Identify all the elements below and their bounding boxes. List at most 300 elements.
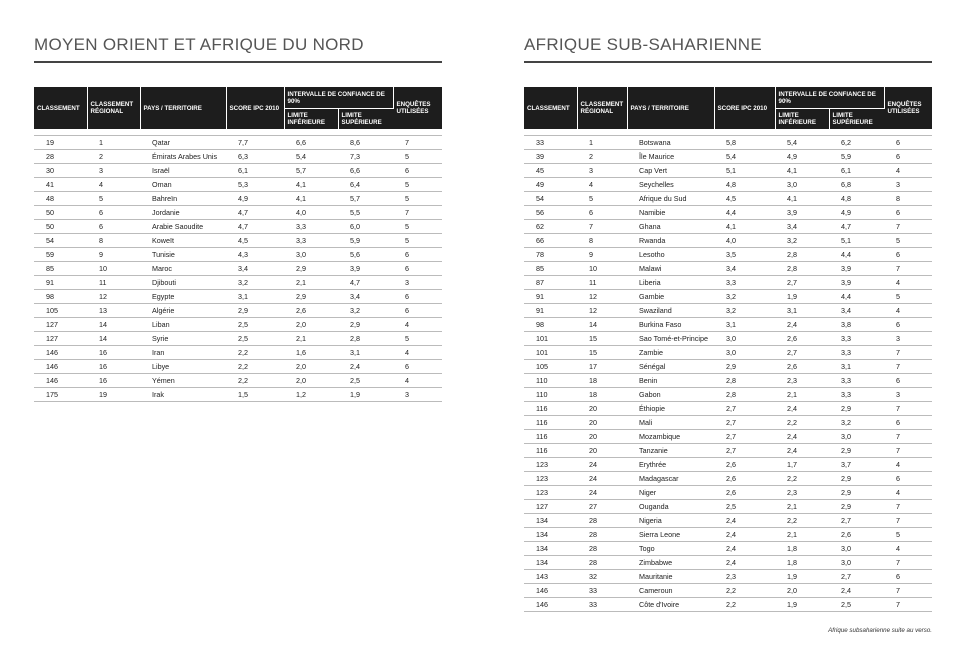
cell-enquetes: 6 [884, 136, 932, 150]
table-row [524, 402, 932, 416]
cell-score: 2,7 [714, 430, 775, 444]
cell-limite-inferieure: 2,4 [775, 402, 829, 416]
cell-pays: Burkina Faso [627, 318, 714, 332]
table-row [34, 304, 442, 318]
cell-enquetes: 6 [393, 164, 442, 178]
cell-enquetes: 8 [884, 192, 932, 206]
cell-pays: Île Maurice [627, 150, 714, 164]
header-limite-inferieure: LIMITE INFÉRIEURE [284, 109, 338, 130]
cell-score: 2,5 [226, 332, 284, 346]
panel-mena [34, 34, 442, 402]
cell-classement: 105 [524, 360, 577, 374]
cell-score: 3,4 [714, 262, 775, 276]
cell-limite-superieure: 2,9 [829, 472, 884, 486]
cell-enquetes: 4 [393, 374, 442, 388]
cell-classement: 134 [524, 514, 577, 528]
cell-classement: 91 [34, 276, 87, 290]
cell-score: 5,3 [226, 178, 284, 192]
cell-limite-inferieure: 4,1 [284, 178, 338, 192]
cell-enquetes: 7 [884, 346, 932, 360]
table-row [524, 192, 932, 206]
cell-classement-regional: 17 [577, 360, 627, 374]
cell-limite-inferieure: 2,2 [775, 416, 829, 430]
cell-score: 4,7 [226, 206, 284, 220]
cell-classement-regional: 12 [87, 290, 140, 304]
cell-enquetes: 4 [884, 458, 932, 472]
cell-classement-regional: 20 [577, 402, 627, 416]
table-ssa [524, 87, 932, 612]
cell-pays: Maroc [140, 262, 226, 276]
cell-limite-inferieure: 2,4 [775, 318, 829, 332]
table-row [524, 486, 932, 500]
cell-pays: Sao Tomé-et-Principe [627, 332, 714, 346]
table-row [34, 360, 442, 374]
cell-enquetes: 5 [393, 332, 442, 346]
cell-limite-inferieure: 2,9 [284, 290, 338, 304]
cell-pays: Sénégal [627, 360, 714, 374]
cell-limite-inferieure: 2,1 [775, 528, 829, 542]
cell-limite-inferieure: 2,6 [284, 304, 338, 318]
cell-classement-regional: 6 [87, 206, 140, 220]
cell-limite-inferieure: 5,7 [284, 164, 338, 178]
table-row [524, 430, 932, 444]
cell-pays: Jordanie [140, 206, 226, 220]
cell-pays: Oman [140, 178, 226, 192]
cell-limite-superieure: 4,9 [829, 206, 884, 220]
cell-limite-superieure: 3,4 [338, 290, 393, 304]
cell-classement: 123 [524, 458, 577, 472]
table-row [524, 248, 932, 262]
cell-pays: Malawi [627, 262, 714, 276]
cell-limite-superieure: 4,7 [338, 276, 393, 290]
table-row [34, 248, 442, 262]
header-regional: CLASSEMENT RÉGIONAL [577, 87, 627, 129]
cell-limite-inferieure: 6,6 [284, 136, 338, 150]
cell-enquetes: 4 [884, 542, 932, 556]
cell-classement-regional: 10 [577, 262, 627, 276]
cell-limite-superieure: 5,9 [338, 234, 393, 248]
cell-pays: Koweït [140, 234, 226, 248]
panel-ssa [524, 34, 932, 612]
cell-limite-superieure: 4,8 [829, 192, 884, 206]
cell-classement: 50 [34, 220, 87, 234]
cell-classement: 30 [34, 164, 87, 178]
cell-classement: 33 [524, 136, 577, 150]
cell-pays: Swaziland [627, 304, 714, 318]
cell-limite-superieure: 3,2 [829, 416, 884, 430]
cell-pays: Côte d'Ivoire [627, 598, 714, 612]
cell-classement: 98 [34, 290, 87, 304]
cell-classement: 110 [524, 374, 577, 388]
cell-score: 7,7 [226, 136, 284, 150]
cell-classement-regional: 12 [577, 304, 627, 318]
header-classement: CLASSEMENT [34, 87, 87, 129]
cell-limite-superieure: 3,0 [829, 542, 884, 556]
table-mena [34, 87, 442, 402]
cell-pays: Lesotho [627, 248, 714, 262]
cell-classement-regional: 33 [577, 598, 627, 612]
cell-pays: Benin [627, 374, 714, 388]
cell-pays: Mali [627, 416, 714, 430]
cell-limite-superieure: 2,8 [338, 332, 393, 346]
cell-enquetes: 4 [884, 486, 932, 500]
cell-limite-inferieure: 2,2 [775, 514, 829, 528]
cell-limite-superieure: 3,1 [338, 346, 393, 360]
cell-score: 3,0 [714, 332, 775, 346]
cell-classement: 123 [524, 486, 577, 500]
cell-classement-regional: 5 [577, 192, 627, 206]
cell-pays: Madagascar [627, 472, 714, 486]
cell-pays: Bahreïn [140, 192, 226, 206]
cell-pays: Qatar [140, 136, 226, 150]
cell-classement: 146 [524, 584, 577, 598]
cell-classement: 105 [34, 304, 87, 318]
cell-limite-superieure: 3,4 [829, 304, 884, 318]
cell-limite-superieure: 6,4 [338, 178, 393, 192]
cell-score: 2,7 [714, 416, 775, 430]
section-title-mena: MOYEN ORIENT ET AFRIQUE DU NORD [34, 34, 442, 63]
cell-enquetes: 6 [884, 374, 932, 388]
table-row [524, 500, 932, 514]
table-row [34, 150, 442, 164]
cell-classement: 78 [524, 248, 577, 262]
cell-limite-inferieure: 3,0 [284, 248, 338, 262]
cell-classement: 91 [524, 290, 577, 304]
cell-classement: 50 [34, 206, 87, 220]
cell-limite-superieure: 2,5 [829, 598, 884, 612]
cell-enquetes: 5 [393, 220, 442, 234]
cell-pays: Nigeria [627, 514, 714, 528]
cell-score: 2,2 [714, 584, 775, 598]
cell-classement-regional: 1 [577, 136, 627, 150]
cell-enquetes: 7 [884, 430, 932, 444]
table-row [524, 458, 932, 472]
cell-enquetes: 7 [884, 500, 932, 514]
cell-pays: Rwanda [627, 234, 714, 248]
cell-limite-inferieure: 2,1 [284, 332, 338, 346]
table-row [524, 374, 932, 388]
cell-limite-superieure: 2,4 [338, 360, 393, 374]
cell-classement-regional: 9 [87, 248, 140, 262]
cell-classement-regional: 8 [87, 234, 140, 248]
cell-limite-inferieure: 3,3 [284, 234, 338, 248]
cell-classement: 19 [34, 136, 87, 150]
cell-classement: 91 [524, 304, 577, 318]
cell-classement-regional: 2 [87, 150, 140, 164]
cell-classement: 143 [524, 570, 577, 584]
cell-limite-inferieure: 2,4 [775, 444, 829, 458]
cell-classement: 134 [524, 556, 577, 570]
cell-score: 6,3 [226, 150, 284, 164]
table-row [524, 332, 932, 346]
cell-score: 4,0 [714, 234, 775, 248]
cell-classement-regional: 5 [87, 192, 140, 206]
cell-classement-regional: 28 [577, 556, 627, 570]
table-row [524, 472, 932, 486]
cell-score: 2,4 [714, 514, 775, 528]
cell-limite-superieure: 6,0 [338, 220, 393, 234]
cell-score: 5,1 [714, 164, 775, 178]
cell-classement: 87 [524, 276, 577, 290]
cell-enquetes: 5 [884, 528, 932, 542]
cell-classement: 134 [524, 542, 577, 556]
cell-enquetes: 7 [884, 360, 932, 374]
cell-score: 4,5 [226, 234, 284, 248]
cell-classement-regional: 16 [87, 374, 140, 388]
cell-classement-regional: 20 [577, 430, 627, 444]
cell-score: 2,2 [226, 346, 284, 360]
cell-classement-regional: 11 [577, 276, 627, 290]
cell-pays: Éthiopie [627, 402, 714, 416]
table-row [524, 598, 932, 612]
cell-pays: Libye [140, 360, 226, 374]
table-row [34, 136, 442, 150]
cell-limite-superieure: 2,9 [829, 402, 884, 416]
table-row [34, 192, 442, 206]
table-row [524, 346, 932, 360]
cell-enquetes: 6 [393, 290, 442, 304]
cell-enquetes: 4 [393, 318, 442, 332]
cell-score: 2,5 [226, 318, 284, 332]
cell-classement: 127 [34, 332, 87, 346]
cell-limite-inferieure: 5,4 [284, 150, 338, 164]
cell-enquetes: 4 [884, 276, 932, 290]
cell-limite-superieure: 3,9 [829, 276, 884, 290]
cell-limite-inferieure: 2,3 [775, 374, 829, 388]
cell-classement: 56 [524, 206, 577, 220]
cell-classement-regional: 33 [577, 584, 627, 598]
cell-pays: Afrique du Sud [627, 192, 714, 206]
cell-classement-regional: 4 [577, 178, 627, 192]
cell-enquetes: 6 [884, 570, 932, 584]
cell-classement-regional: 8 [577, 234, 627, 248]
cell-classement: 110 [524, 388, 577, 402]
cell-limite-superieure: 2,6 [829, 528, 884, 542]
table-row [524, 304, 932, 318]
cell-classement: 146 [524, 598, 577, 612]
table-row [524, 528, 932, 542]
table-row [34, 178, 442, 192]
table-row [524, 556, 932, 570]
cell-classement-regional: 14 [87, 332, 140, 346]
cell-limite-superieure: 4,7 [829, 220, 884, 234]
cell-classement: 116 [524, 430, 577, 444]
cell-score: 5,8 [714, 136, 775, 150]
cell-classement: 146 [34, 374, 87, 388]
cell-enquetes: 6 [884, 472, 932, 486]
cell-classement: 45 [524, 164, 577, 178]
cell-score: 2,4 [714, 542, 775, 556]
cell-classement-regional: 16 [87, 360, 140, 374]
cell-classement: 146 [34, 346, 87, 360]
cell-pays: Djibouti [140, 276, 226, 290]
cell-classement: 66 [524, 234, 577, 248]
table-row [524, 290, 932, 304]
cell-classement: 146 [34, 360, 87, 374]
cell-limite-superieure: 2,9 [829, 444, 884, 458]
cell-score: 3,2 [226, 276, 284, 290]
cell-pays: Erythrée [627, 458, 714, 472]
header-enquetes: ENQUÊTES UTILISÉES [884, 87, 932, 129]
cell-limite-inferieure: 3,1 [775, 304, 829, 318]
cell-score: 4,3 [226, 248, 284, 262]
cell-classement: 127 [524, 500, 577, 514]
cell-limite-superieure: 7,3 [338, 150, 393, 164]
cell-pays: Zambie [627, 346, 714, 360]
cell-score: 5,4 [714, 150, 775, 164]
cell-enquetes: 6 [884, 318, 932, 332]
cell-classement: 85 [524, 262, 577, 276]
cell-enquetes: 3 [884, 388, 932, 402]
table-row [524, 220, 932, 234]
table-body-ssa [524, 129, 932, 612]
cell-enquetes: 5 [393, 178, 442, 192]
table-row [524, 276, 932, 290]
cell-limite-superieure: 4,4 [829, 290, 884, 304]
cell-enquetes: 7 [884, 556, 932, 570]
cell-score: 3,0 [714, 346, 775, 360]
cell-classement-regional: 24 [577, 486, 627, 500]
cell-limite-inferieure: 2,8 [775, 262, 829, 276]
cell-limite-inferieure: 4,9 [775, 150, 829, 164]
cell-score: 3,2 [714, 304, 775, 318]
cell-classement-regional: 28 [577, 528, 627, 542]
cell-enquetes: 3 [884, 332, 932, 346]
cell-limite-inferieure: 1,8 [775, 542, 829, 556]
cell-score: 2,2 [226, 374, 284, 388]
cell-enquetes: 7 [884, 262, 932, 276]
cell-score: 2,5 [714, 500, 775, 514]
cell-classement-regional: 13 [87, 304, 140, 318]
cell-pays: Cap Vert [627, 164, 714, 178]
cell-limite-superieure: 3,2 [338, 304, 393, 318]
cell-pays: Togo [627, 542, 714, 556]
cell-pays: Yémen [140, 374, 226, 388]
cell-classement: 134 [524, 528, 577, 542]
cell-classement-regional: 28 [577, 542, 627, 556]
cell-classement-regional: 15 [577, 332, 627, 346]
table-row [524, 570, 932, 584]
cell-classement-regional: 14 [87, 318, 140, 332]
cell-classement: 54 [34, 234, 87, 248]
cell-classement-regional: 3 [577, 164, 627, 178]
cell-enquetes: 5 [884, 290, 932, 304]
cell-limite-inferieure: 1,8 [775, 556, 829, 570]
cell-limite-superieure: 5,6 [338, 248, 393, 262]
cell-limite-inferieure: 1,7 [775, 458, 829, 472]
cell-limite-inferieure: 4,1 [775, 164, 829, 178]
cell-limite-superieure: 3,3 [829, 374, 884, 388]
cell-classement-regional: 27 [577, 500, 627, 514]
cell-classement-regional: 6 [577, 206, 627, 220]
cell-enquetes: 3 [884, 178, 932, 192]
cell-score: 4,1 [714, 220, 775, 234]
cell-pays: Algérie [140, 304, 226, 318]
cell-pays: Arabie Saoudite [140, 220, 226, 234]
table-row [34, 388, 442, 402]
cell-classement: 123 [524, 472, 577, 486]
cell-limite-inferieure: 3,9 [775, 206, 829, 220]
header-pays: PAYS / TERRITOIRE [140, 87, 226, 129]
cell-score: 3,1 [226, 290, 284, 304]
cell-classement-regional: 20 [577, 416, 627, 430]
cell-limite-inferieure: 4,1 [775, 192, 829, 206]
cell-classement-regional: 12 [577, 290, 627, 304]
cell-limite-inferieure: 3,0 [775, 178, 829, 192]
cell-score: 2,3 [714, 570, 775, 584]
cell-classement-regional: 18 [577, 374, 627, 388]
cell-limite-inferieure: 2,0 [284, 360, 338, 374]
cell-score: 2,7 [714, 444, 775, 458]
cell-pays: Tunisie [140, 248, 226, 262]
cell-pays: Zimbabwe [627, 556, 714, 570]
cell-enquetes: 7 [884, 402, 932, 416]
cell-classement-regional: 15 [577, 346, 627, 360]
cell-pays: Namibie [627, 206, 714, 220]
cell-limite-inferieure: 1,6 [284, 346, 338, 360]
table-row [524, 444, 932, 458]
header-limite-superieure: LIMITE SUPÉRIEURE [829, 109, 884, 130]
cell-limite-inferieure: 1,9 [775, 290, 829, 304]
cell-classement: 127 [34, 318, 87, 332]
cell-classement-regional: 24 [577, 472, 627, 486]
header-intervalle: INTERVALLE DE CONFIANCE DE 90% [284, 87, 393, 109]
table-row [524, 234, 932, 248]
cell-limite-inferieure: 2,2 [775, 472, 829, 486]
cell-enquetes: 6 [393, 360, 442, 374]
cell-limite-superieure: 2,4 [829, 584, 884, 598]
cell-enquetes: 6 [393, 262, 442, 276]
cell-limite-superieure: 2,9 [829, 500, 884, 514]
cell-pays: Liberia [627, 276, 714, 290]
cell-pays: Iran [140, 346, 226, 360]
table-row [524, 388, 932, 402]
cell-limite-superieure: 6,8 [829, 178, 884, 192]
cell-limite-inferieure: 2,0 [284, 374, 338, 388]
cell-limite-superieure: 2,9 [829, 486, 884, 500]
cell-limite-superieure: 1,9 [338, 388, 393, 402]
cell-limite-inferieure: 1,9 [775, 570, 829, 584]
cell-enquetes: 7 [884, 514, 932, 528]
cell-score: 3,5 [714, 248, 775, 262]
cell-limite-inferieure: 2,0 [284, 318, 338, 332]
cell-limite-superieure: 3,8 [829, 318, 884, 332]
cell-limite-inferieure: 2,7 [775, 276, 829, 290]
cell-limite-inferieure: 5,4 [775, 136, 829, 150]
cell-classement-regional: 24 [577, 458, 627, 472]
cell-limite-superieure: 3,9 [338, 262, 393, 276]
cell-classement-regional: 19 [87, 388, 140, 402]
section-title-ssa: AFRIQUE SUB-SAHARIENNE [524, 34, 932, 63]
cell-classement-regional: 16 [87, 346, 140, 360]
cell-classement-regional: 9 [577, 248, 627, 262]
cell-pays: Mozambique [627, 430, 714, 444]
cell-limite-superieure: 3,1 [829, 360, 884, 374]
cell-classement-regional: 11 [87, 276, 140, 290]
table-row [524, 514, 932, 528]
cell-enquetes: 6 [884, 150, 932, 164]
cell-limite-inferieure: 3,3 [284, 220, 338, 234]
cell-limite-superieure: 5,1 [829, 234, 884, 248]
cell-score: 2,6 [714, 486, 775, 500]
cell-classement-regional: 3 [87, 164, 140, 178]
cell-limite-inferieure: 1,9 [775, 598, 829, 612]
cell-pays: Cameroun [627, 584, 714, 598]
cell-pays: Tanzanie [627, 444, 714, 458]
cell-pays: Émirats Arabes Unis [140, 150, 226, 164]
cell-pays: Israël [140, 164, 226, 178]
cell-score: 2,8 [714, 388, 775, 402]
